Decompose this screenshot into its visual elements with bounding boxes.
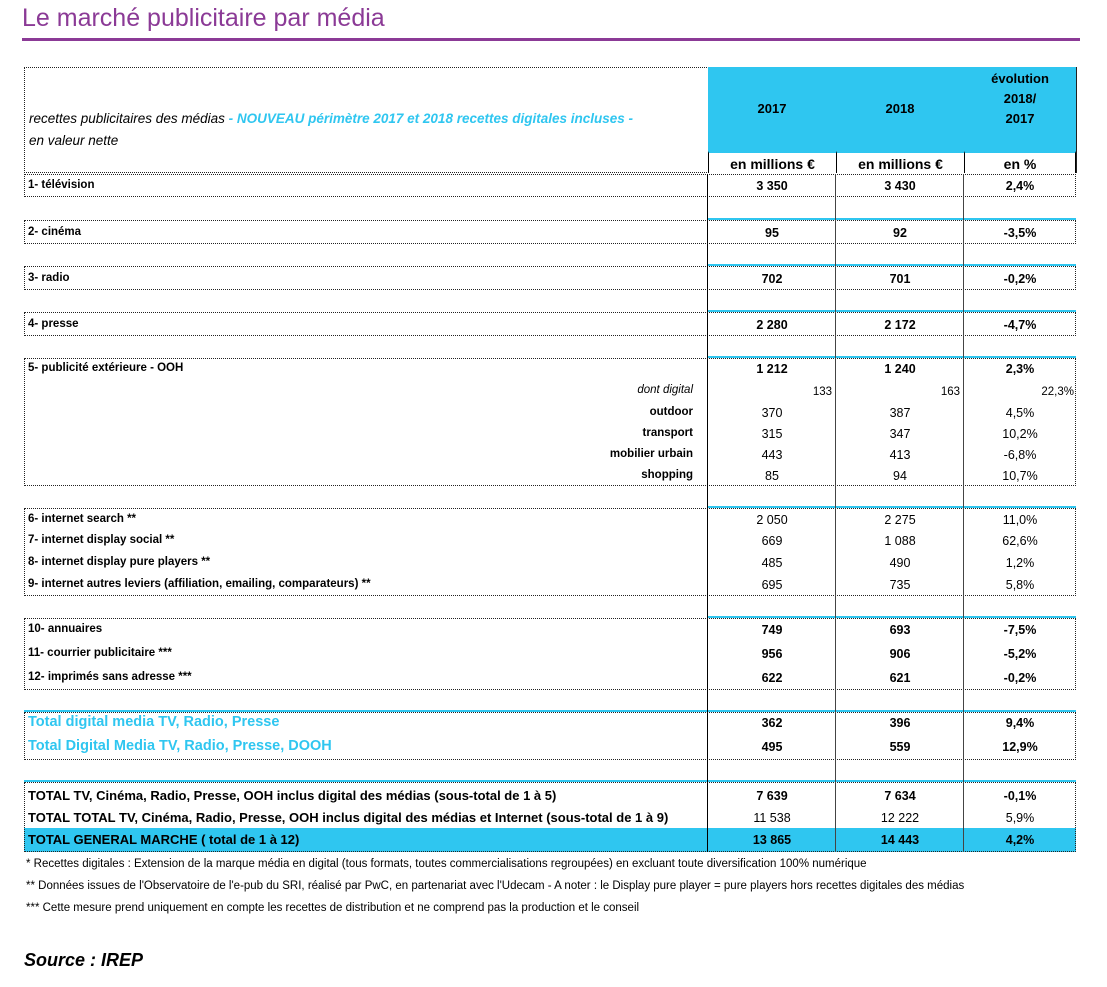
cell-evolution: -4,7%: [1003, 318, 1037, 332]
cell-2018: 94: [893, 469, 907, 483]
cell-evolution: 4,2%: [1005, 833, 1035, 847]
cell-evolution: 2,3%: [1005, 362, 1035, 376]
cell-2018: 347: [889, 427, 911, 441]
row-label: 9- internet autres leviers (affiliation, emailing, comparateurs) **: [28, 578, 371, 590]
cell-2017: 362: [761, 716, 783, 730]
row-label: 7- internet display social **: [28, 534, 175, 546]
row-label: 2- cinéma: [28, 226, 82, 238]
cell-2017: 443: [761, 448, 783, 462]
cell-2018: 693: [889, 623, 911, 637]
cell-evolution: 11,0%: [1002, 513, 1038, 527]
row-label: TOTAL TV, Cinéma, Radio, Presse, OOH inclus digital des médias (sous-total de 1 à 5): [28, 788, 557, 803]
header-2017: 2017: [708, 67, 836, 151]
cell-2018: 701: [889, 272, 911, 286]
header-evolution: évolution 2018/ 2017: [964, 67, 1076, 151]
cell-2017: 749: [761, 623, 783, 637]
cell-evolution: 5,9%: [1005, 811, 1035, 825]
row-label: 3- radio: [28, 272, 70, 284]
cell-2018: 621: [889, 671, 911, 685]
cell-2017: 485: [761, 556, 783, 570]
cell-2018: 14 443: [880, 833, 920, 847]
cyan-rule: [708, 506, 1076, 508]
cell-2018: 1 240: [884, 362, 916, 376]
header-right-border: [1076, 67, 1077, 173]
title-rule: [22, 38, 1080, 41]
cell-evolution: 22,3%: [1041, 386, 1074, 398]
cell-2017: 95: [765, 226, 779, 240]
row-label: transport: [642, 427, 693, 439]
cell-evolution: 10,2%: [1002, 427, 1038, 441]
cyan-rule: [708, 356, 1076, 358]
cell-2017: 495: [761, 740, 783, 754]
cell-2018: 413: [889, 448, 911, 462]
cell-evolution: -0,2%: [1003, 272, 1037, 286]
cell-2017: 2 280: [756, 318, 788, 332]
cell-2018: 7 634: [884, 789, 916, 803]
cell-2018: 387: [889, 406, 911, 420]
cell-2017: 85: [765, 469, 779, 483]
cell-2018: 490: [889, 556, 911, 570]
cell-evolution: 62,6%: [1002, 534, 1038, 548]
cell-evolution: 9,4%: [1005, 716, 1035, 730]
cell-evolution: 12,9%: [1002, 740, 1038, 754]
cell-2018: 163: [940, 386, 960, 398]
row-label: TOTAL TOTAL TV, Cinéma, Radio, Presse, OOH inclus digital des médias et Internet (sous-total de 1 à 9): [28, 810, 669, 825]
cell-2017: 702: [761, 272, 783, 286]
cell-2017: 622: [761, 671, 783, 685]
cell-evolution: -5,2%: [1003, 647, 1037, 661]
cell-2018: 906: [889, 647, 911, 661]
row-label: Total Digital Media TV, Radio, Presse, DOOH: [28, 738, 332, 754]
cell-evolution: -0,2%: [1003, 671, 1037, 685]
row-label: 5- publicité extérieure - OOH: [28, 362, 184, 374]
cyan-rule: [708, 264, 1076, 266]
cell-2017: 7 639: [756, 789, 788, 803]
row-label: 4- presse: [28, 318, 79, 330]
footnote: * Recettes digitales : Extension de la marque média en digital (tous formats, toutes commercialisations regroupées) en excluant toute diversification 100% numérique: [26, 858, 867, 870]
cell-evolution: 1,2%: [1005, 556, 1035, 570]
header-2018: 2018: [836, 67, 964, 151]
footnote: *** Cette mesure prend uniquement en compte les recettes de distribution et ne comprend pas la production et le conseil: [26, 902, 640, 914]
unit-2018: en millions €: [836, 151, 964, 173]
cyan-rule: [24, 780, 1076, 782]
row-label: mobilier urbain: [609, 448, 693, 460]
cell-2017: 2 050: [756, 513, 788, 527]
cell-2017: 133: [812, 386, 832, 398]
row-label: 10- annuaires: [28, 623, 103, 635]
cell-evolution: -0,1%: [1003, 789, 1037, 803]
cell-2017: 669: [761, 534, 783, 548]
cell-2017: 370: [761, 406, 783, 420]
row-label: 11- courrier publicitaire ***: [28, 647, 172, 659]
cell-2017: 13 865: [752, 833, 792, 847]
row-label: 6- internet search **: [28, 513, 137, 525]
cell-evolution: -7,5%: [1003, 623, 1037, 637]
cyan-rule: [708, 310, 1076, 312]
header-description: recettes publicitaires des médias - NOUVEAU périmètre 2017 et 2018 recettes digitales incluses - en valeur nette: [29, 111, 634, 148]
page-title: Le marché publicitaire par média: [22, 4, 385, 32]
cell-2018: 2 275: [884, 513, 916, 527]
cell-2017: 315: [761, 427, 783, 441]
row-label: 8- internet display pure players **: [28, 556, 211, 568]
unit-evolution: en %: [964, 151, 1076, 173]
source-credit: Source : IREP: [24, 950, 144, 970]
cell-2018: 1 088: [884, 534, 916, 548]
cell-2017: 1 212: [756, 362, 788, 376]
cell-2017: 695: [761, 578, 783, 592]
row-label: TOTAL GENERAL MARCHE ( total de 1 à 12): [28, 832, 300, 847]
row-label: dont digital: [637, 384, 693, 396]
cell-2018: 2 172: [884, 318, 916, 332]
cell-2018: 396: [889, 716, 911, 730]
cell-2017: 956: [761, 647, 783, 661]
cell-evolution: 10,7%: [1002, 469, 1038, 483]
cell-evolution: -6,8%: [1003, 448, 1037, 462]
cell-2017: 11 538: [753, 811, 791, 825]
cell-2018: 92: [893, 226, 907, 240]
row-label: 12- imprimés sans adresse ***: [28, 671, 192, 683]
cyan-rule: [708, 616, 1076, 618]
group-ooh: [24, 358, 1076, 486]
cell-evolution: -3,5%: [1003, 226, 1037, 240]
cell-2018: 559: [889, 740, 911, 754]
cell-2018: 735: [889, 578, 911, 592]
cell-2018: 12 222: [880, 811, 920, 825]
cell-evolution: 2,4%: [1005, 179, 1035, 193]
row-label: Total digital media TV, Radio, Presse: [28, 714, 280, 730]
footnote: ** Données issues de l'Observatoire de l'e-pub du SRI, réalisé par PwC, en partenariat avec l'Udecam - A noter : le Display pure player = pure players hors recettes digitales des médias: [26, 880, 965, 892]
cell-evolution: 4,5%: [1005, 406, 1035, 420]
cyan-rule: [24, 710, 1076, 712]
unit-2017: en millions €: [708, 151, 836, 173]
cell-2017: 3 350: [756, 179, 788, 193]
row-label: 1- télévision: [28, 179, 95, 191]
row-label: shopping: [641, 469, 693, 481]
row-label: outdoor: [649, 406, 693, 418]
cell-2018: 3 430: [884, 179, 916, 193]
cell-evolution: 5,8%: [1005, 578, 1035, 592]
header-description-cell: [24, 67, 707, 173]
cyan-rule: [708, 218, 1076, 220]
